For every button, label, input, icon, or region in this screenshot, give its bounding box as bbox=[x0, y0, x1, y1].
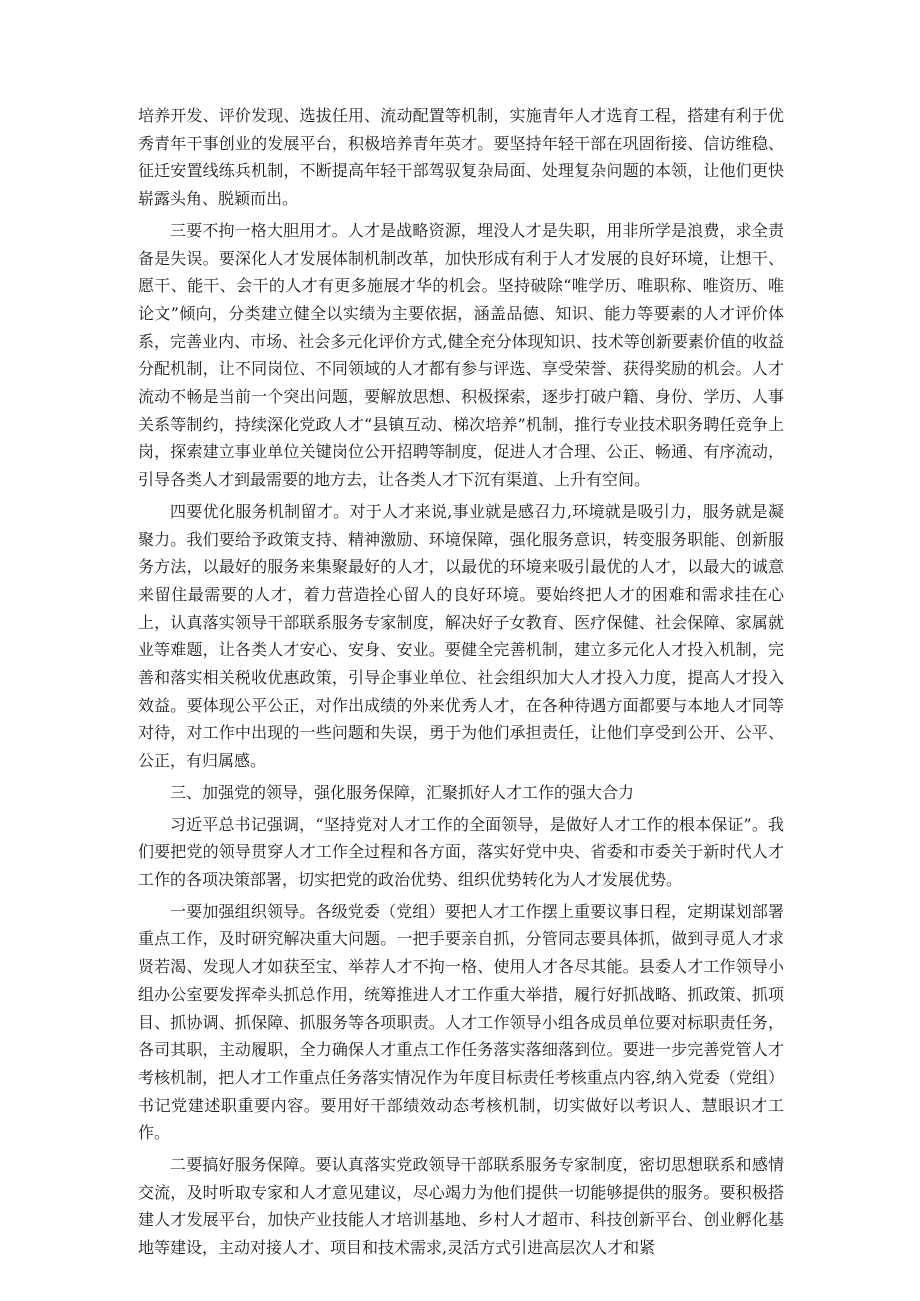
document-page bbox=[138, 102, 784, 1266]
paragraph-retain-talent: 四要优化服务机制留才。对于人才来说,事业就是感召力,环境就是吸引力，服务就是凝聚力。我们要给予政策支持、精神激励、环境保障，强化服务意识，转变服务职能、创新服务方法，以最好的服务来集聚最好的人才，以最优的环境来吸引最优的人才，以最大的诚意来留住最需要的人才，着力营造拴心留人的良好环境。要始终把人才的困难和需求挂在心上，认真落实领导干部联系服务专家制度，解决好子女教育、医疗保健、社会保障、家属就业等难题，让各类人才安心、安身、安业。要健全完善机制，建立多元化人才投入机制，完善和落实相关税收优惠政策，引导企事业单位、社会组织加大人才投入力度，提高人才投入效益。要体现公平公正，对作出成绩的外来优秀人才，在各种待遇方面都要与本地人才同等对待，对工作中出现的一些问题和失误，勇于为他们承担责任，让他们享受到公开、公平、公正，有归属感。 bbox=[138, 501, 784, 771]
paragraph-use-talent: 三要不拘一格大胆用才。人才是战略资源，埋没人才是失职，用非所学是浪费，求全责备是失误。要深化人才发展体制机制改革，加快形成有利于人才发展的良好环境，让想干、愿干、能干、会干的人才有更多施展才华的机会。坚持破除“唯学历、唯职称、唯资历、唯论文”倾向，分类建立健全以实绩为主要依据，涵盖品德、知识、能力等要素的人才评价体系，完善业内、市场、社会多元化评价方式,健全充分体现知识、技术等创新要素价值的收益分配机制，让不同岗位、不同领域的人才都有参与评选、享受荣誉、获得奖励的机会。人才流动不畅是当前一个突出问题，要解放思想、积极探索，逐步打破户籍、身份、学历、人事关系等制约，持续深化党政人才“县镇互动、梯次培养”机制，推行专业技术职务聘任竞争上岗，探索建立事业单位关键岗位公开招聘等制度，促进人才合理、公正、畅通、有序流动，引导各类人才到最需要的地方去，让各类人才下沉有渠道、上升有空间。 bbox=[138, 220, 784, 490]
paragraph-service-guarantee: 二要搞好服务保障。要认真落实党政领导干部联系服务专家制度，密切思想联系和感情交流，及时听取专家和人才意见建议，尽心竭力为他们提供一切能够提供的服务。要积极搭建人才发展平台，加快产业技能人才培训基地、乡村人才超市、科技创新平台、创业孵化基地等建设，主动对接人才、项目和技术需求,灵活方式引进高层次人才和紧 bbox=[138, 1155, 784, 1258]
section-heading-party-leadership: 三、加强党的领导，强化服务保障，汇聚抓好人才工作的强大合力 bbox=[170, 782, 635, 802]
paragraph-xi-quote: 习近平总书记强调，“坚持党对人才工作的全面领导，是做好人才工作的根本保证”。我们要把党的领导贯穿人才工作全过程和各方面，落实好党中央、省委和市委关于新时代人才工作的各项决策部署，切实把党的政治优势、组织优势转化为人才发展优势。 bbox=[138, 814, 784, 889]
paragraph-organization-leadership: 一要加强组织领导。各级党委（党组）要把人才工作摆上重要议事日程，定期谋划部署重点工作，及时研究解决重大问题。一把手要亲自抓，分管同志要具体抓，做到寻觅人才求贤若渴、发现人才如获至宝、举荐人才不拘一格、使用人才各尽其能。县委人才工作领导小组办公室要发挥牵头抓总作用，统筹推进人才工作重大举措，履行好抓战略、抓政策、抓项目、抓协调、抓保障、抓服务等各项职责。人才工作领导小组各成员单位要对标职责任务，各司其职，主动履职，全力确保人才重点工作任务落实落细落到位。要进一步完善党管人才考核机制，把人才工作重点任务落实情况作为年度目标责任考核重点内容,纳入党委（党组）书记党建述职重要内容。要用好干部绩效动态考核机制，切实做好以考识人、慧眼识才工作。 bbox=[138, 901, 784, 1143]
paragraph-talent-development: 培养开发、评价发现、选拔任用、流动配置等机制，实施青年人才选育工程，搭建有利于优秀青年干事创业的发展平台，积极培养青年英才。要坚持年轻干部在巩固衔接、信访维稳、征迁安置线练兵机制，不断提高年轻干部驾驭复杂局面、处理复杂问题的本领，让他们更快崭露头角、脱颖而出。 bbox=[138, 106, 784, 209]
